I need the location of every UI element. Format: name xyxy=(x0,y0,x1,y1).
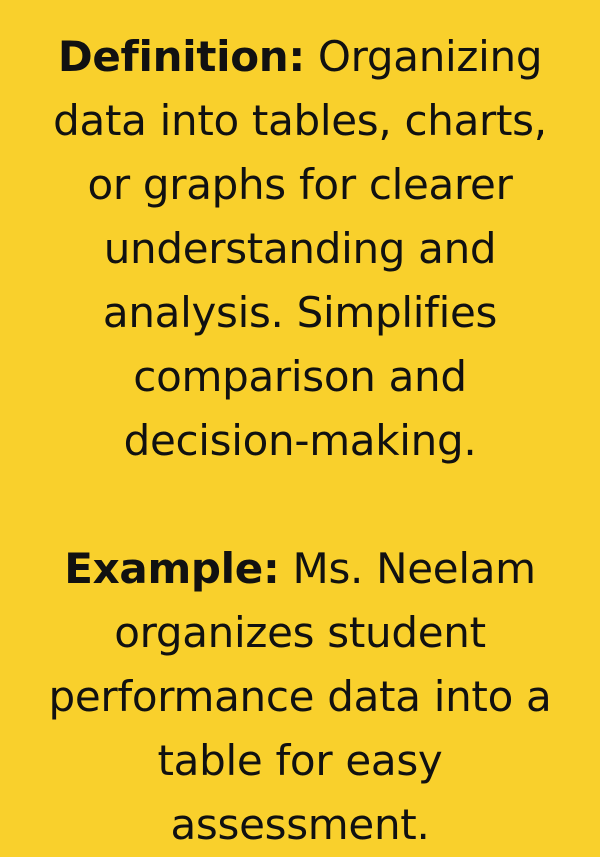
definition-text-line: Organizing xyxy=(304,32,543,81)
definition-text-line: analysis. Simplifies xyxy=(102,288,498,337)
definition-paragraph xyxy=(0,25,600,473)
definition-text-line: understanding and xyxy=(103,224,497,273)
definition-first-line xyxy=(0,25,600,89)
definition-text-line: comparison and xyxy=(133,352,467,401)
example-paragraph xyxy=(0,537,600,857)
example-label: Example: xyxy=(64,544,280,593)
example-text-line: Ms. Neelam xyxy=(279,544,536,593)
example-text-line: performance data into a xyxy=(48,672,552,721)
example-text-line: assessment. xyxy=(170,800,430,849)
example-text-line: table for easy xyxy=(157,736,443,785)
definition-text-line: or graphs for clearer xyxy=(87,160,513,209)
example-first-line xyxy=(0,537,600,601)
definition-text-line: decision-making. xyxy=(123,416,477,465)
definition-text-line: data into tables, charts, xyxy=(53,96,547,145)
definition-label: Definition: xyxy=(57,32,305,81)
example-text-line: organizes student xyxy=(114,608,486,657)
